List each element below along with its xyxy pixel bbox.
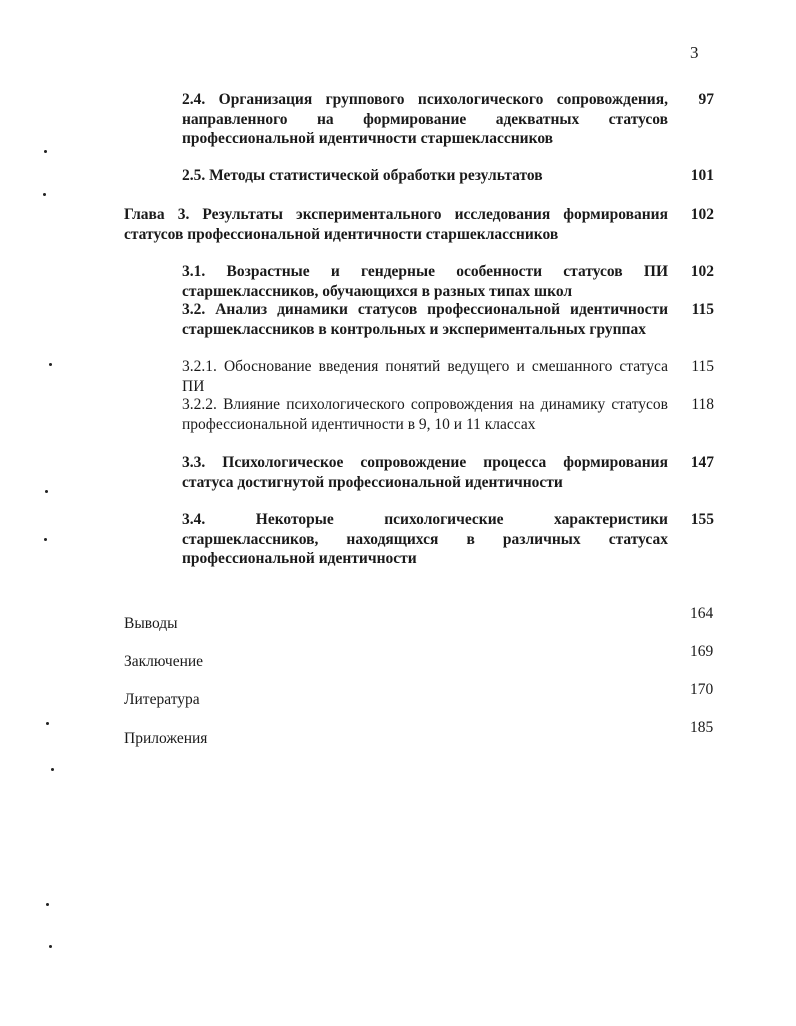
toc-entry-page: 102 xyxy=(690,263,714,280)
toc-entry-page: 155 xyxy=(690,511,714,528)
toc-entry-page: 101 xyxy=(690,167,714,184)
scan-speck xyxy=(44,538,47,541)
toc-entry-page: 97 xyxy=(698,91,714,108)
scan-speck xyxy=(46,722,49,725)
toc-conclusions-label: Выводы xyxy=(124,615,178,632)
scan-speck xyxy=(49,363,52,366)
toc-summary-label: Заключение xyxy=(124,653,204,670)
scan-speck xyxy=(44,150,47,153)
toc-literature-label: Литература xyxy=(124,691,200,708)
toc-entry-text: 3.4. Некоторые психологические характеристики старшеклассников, находящихся в различных статусах профессиональной идентичности xyxy=(182,511,668,567)
toc-entry-page: 118 xyxy=(691,396,714,413)
toc-entry-text: 3.2. Анализ динамики статусов профессиональной идентичности старшеклассников в контрольных и экспериментальных группах xyxy=(182,301,668,338)
toc-summary-page: 169 xyxy=(690,643,714,660)
page-number: 3 xyxy=(690,43,699,62)
toc-entry-text: 2.5. Методы статистической обработки результатов xyxy=(182,167,543,184)
toc-entry-text: 3.2.2. Влияние психологического сопровождения на динамику статусов профессиональной идентичности в 9, 10 и 11 классах xyxy=(182,396,668,433)
toc-entry-text: Глава 3. Результаты экспериментального исследования формирования статусов профессиональной идентичности старшеклассников xyxy=(124,206,668,243)
scan-speck xyxy=(46,903,49,906)
toc-entry-page: 147 xyxy=(690,454,714,471)
scan-speck xyxy=(45,490,48,493)
toc-appendices-page: 185 xyxy=(690,719,714,736)
scan-speck xyxy=(43,193,46,196)
scan-speck xyxy=(51,768,54,771)
scan-speck xyxy=(49,945,52,948)
toc-entry-text: 2.4. Организация группового психологического сопровождения, направленного на формирование адекватных статусов профессиональной идентичности старшеклассников xyxy=(182,91,668,147)
toc-entry-page: 115 xyxy=(691,301,714,318)
toc-appendices-label: Приложения xyxy=(124,730,208,747)
toc-entry-text: 3.1. Возрастные и гендерные особенности статусов ПИ старшеклассников, обучающихся в разных типах школ xyxy=(182,263,668,300)
toc-entry-page: 115 xyxy=(691,358,714,375)
toc-entry-page: 102 xyxy=(690,206,714,223)
toc-literature-page: 170 xyxy=(690,681,714,698)
toc-conclusions-page: 164 xyxy=(690,605,714,622)
toc-entry-text: 3.2.1. Обоснование введения понятий ведущего и смешанного статуса ПИ xyxy=(182,358,668,395)
toc-entry-text: 3.3. Психологическое сопровождение процесса формирования статуса достигнутой профессиональной идентичности xyxy=(182,454,668,491)
